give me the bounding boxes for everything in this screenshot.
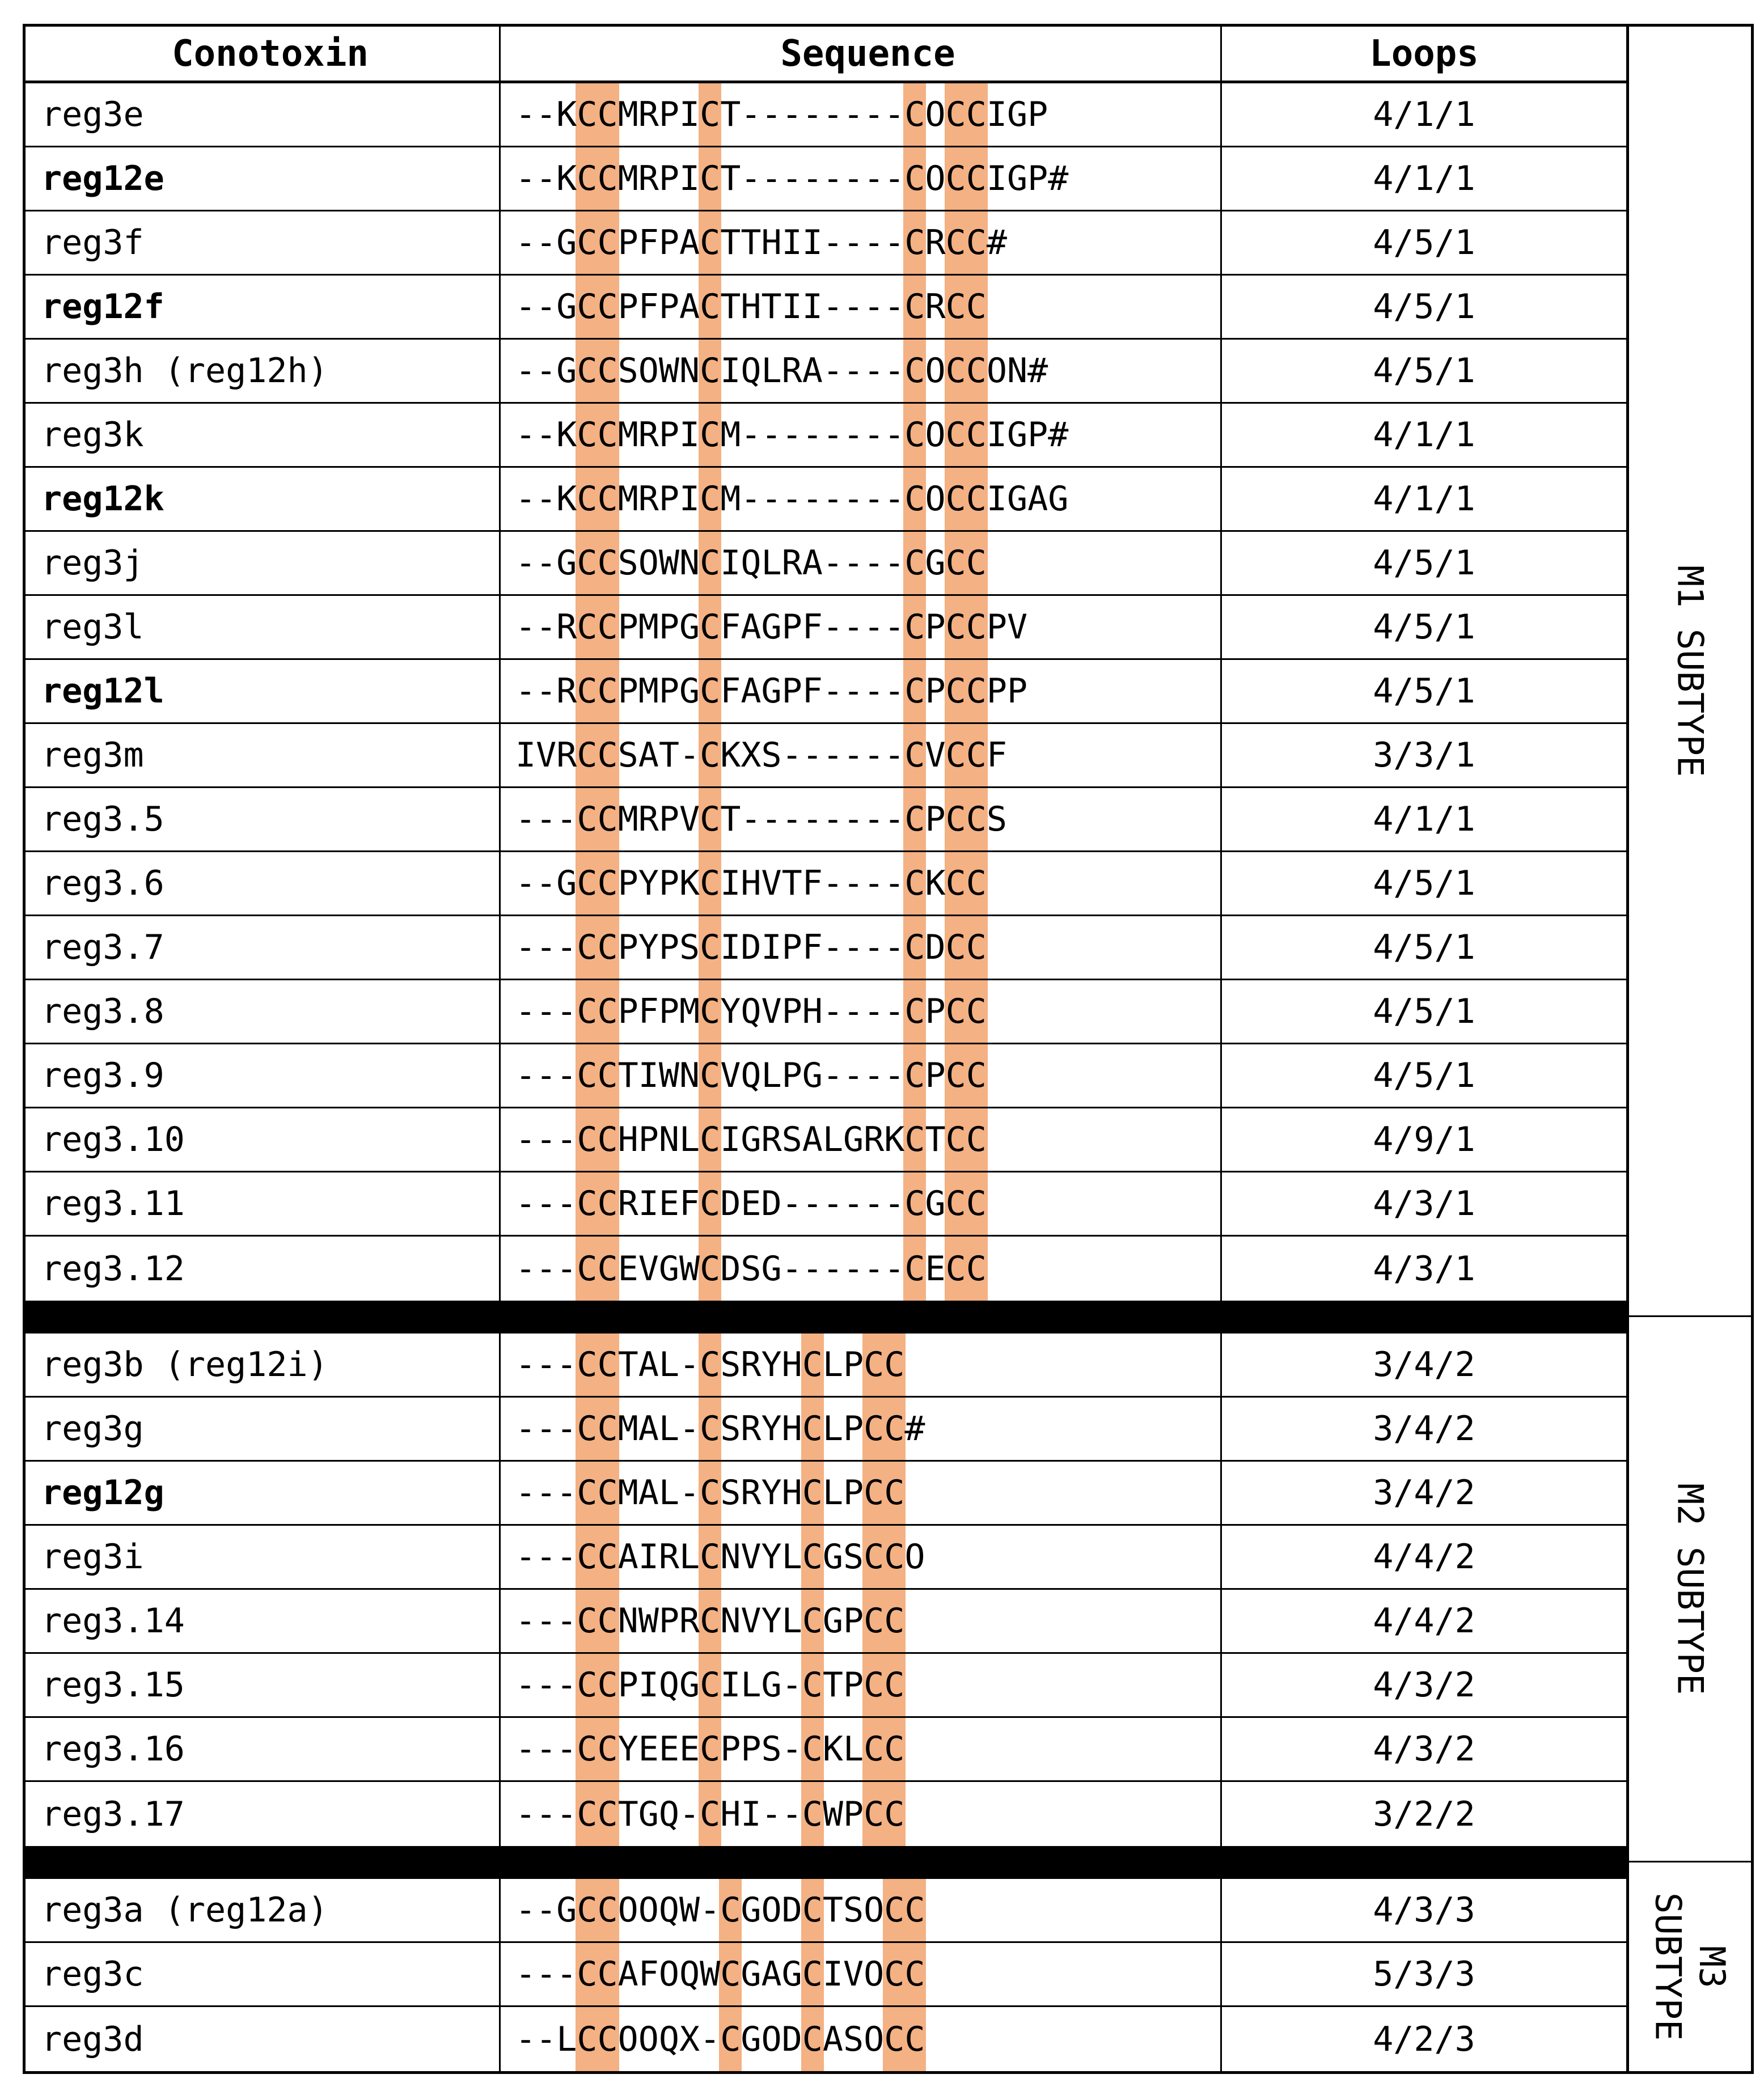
group-separator-bar bbox=[26, 1301, 1626, 1334]
table-row bbox=[26, 1172, 1626, 1237]
table-row bbox=[26, 211, 1626, 276]
table-row bbox=[26, 1398, 1626, 1462]
loops-value: 4/3/1 bbox=[1373, 1184, 1475, 1224]
subtype-label: M3 SUBTYPE bbox=[1647, 1893, 1733, 2041]
conotoxin-name: reg12l bbox=[26, 660, 501, 722]
table-row bbox=[26, 1943, 1626, 2007]
loops-value: 4/3/2 bbox=[1373, 1729, 1475, 1769]
sequence-text: ---CCNWPRCNVYLCGPCC bbox=[501, 1590, 1222, 1652]
loops-value: 4/3/1 bbox=[1373, 1248, 1475, 1289]
table-row bbox=[26, 276, 1626, 340]
loops-value: 4/1/1 bbox=[1373, 415, 1475, 455]
conotoxin-name: reg3a (reg12a) bbox=[26, 1879, 501, 1941]
sequence-text: --GCCPFPACTHTII----CRCC bbox=[501, 276, 1222, 338]
sequence-text: IVRCCSAT-CKXS------CVCCF bbox=[501, 724, 1222, 786]
table-row bbox=[26, 147, 1626, 211]
conotoxin-name: reg3.6 bbox=[26, 852, 501, 915]
sequence-text: ---CCPYPSCIDIPF----CDCC bbox=[501, 916, 1222, 979]
sequence-text: ---CCEVGWCDSG------CECC bbox=[501, 1237, 1222, 1301]
sequence-text: --GCCPYPKCIHVTF----CKCC bbox=[501, 852, 1222, 915]
conotoxin-name: reg12g bbox=[26, 1462, 501, 1524]
loops-value: 4/3/3 bbox=[1373, 1890, 1475, 1930]
sequence-text: --KCCMRPICT--------COCCIGP bbox=[501, 83, 1222, 146]
subtype-section bbox=[1629, 27, 1751, 1317]
subtype-group bbox=[26, 83, 1626, 1301]
conotoxin-name: reg3.8 bbox=[26, 980, 501, 1043]
table-row bbox=[26, 532, 1626, 596]
loops-value: 3/4/2 bbox=[1373, 1473, 1475, 1513]
loops-value: 4/5/1 bbox=[1373, 287, 1475, 327]
sequence-text: ---CCMRPVCT--------CPCCS bbox=[501, 788, 1222, 850]
loops-value: 4/1/1 bbox=[1373, 799, 1475, 839]
table-row bbox=[26, 468, 1626, 532]
table-row bbox=[26, 788, 1626, 852]
sequence-text: ---CCMAL-CSRYHCLPCC# bbox=[501, 1398, 1222, 1460]
loops-value: 4/4/2 bbox=[1373, 1601, 1475, 1641]
table-row bbox=[26, 1237, 1626, 1301]
table-row bbox=[26, 852, 1626, 916]
sequence-text: --GCCSOWNCIQLRA----CGCC bbox=[501, 532, 1222, 594]
conotoxin-name: reg3.14 bbox=[26, 1590, 501, 1652]
conotoxin-name: reg3.16 bbox=[26, 1718, 501, 1780]
sequence-text: ---CCTIWNCVQLPG----CPCC bbox=[501, 1044, 1222, 1107]
conotoxin-name: reg3.5 bbox=[26, 788, 501, 850]
loops-value: 3/4/2 bbox=[1373, 1409, 1475, 1449]
conotoxin-name: reg12e bbox=[26, 147, 501, 210]
sequence-text: --KCCMRPICM--------COCCIGAG bbox=[501, 468, 1222, 530]
conotoxin-name: reg12f bbox=[26, 276, 501, 338]
loops-value: 4/3/2 bbox=[1373, 1665, 1475, 1705]
loops-value: 4/2/3 bbox=[1373, 2019, 1475, 2059]
sequence-text: --KCCMRPICM--------COCCIGP# bbox=[501, 404, 1222, 466]
table-row bbox=[26, 980, 1626, 1044]
subtype-section bbox=[1629, 1317, 1751, 1862]
conotoxin-name: reg3.10 bbox=[26, 1108, 501, 1171]
group-rows bbox=[26, 1879, 1626, 2071]
table-row bbox=[26, 1044, 1626, 1108]
loops-value: 4/1/1 bbox=[1373, 479, 1475, 519]
sequence-text: ---CCYEEECPPS-CKLCC bbox=[501, 1718, 1222, 1780]
conotoxin-name: reg3m bbox=[26, 724, 501, 786]
loops-value: 4/5/1 bbox=[1373, 928, 1475, 967]
conotoxin-name: reg3h (reg12h) bbox=[26, 340, 501, 402]
header-conotoxin: Conotoxin bbox=[26, 27, 501, 81]
subtype-group bbox=[26, 1334, 1626, 1846]
conotoxin-name: reg3c bbox=[26, 1943, 501, 2005]
sequence-text: --KCCMRPICT--------COCCIGP# bbox=[501, 147, 1222, 210]
loops-value: 4/5/1 bbox=[1373, 543, 1475, 583]
sequence-text: ---CCAFOQWCGAGCIVOCC bbox=[501, 1943, 1222, 2005]
sequence-text: --LCCOOQX-CGODCASOCC bbox=[501, 2007, 1222, 2071]
group-rows bbox=[26, 83, 1626, 1301]
conotoxin-name: reg3k bbox=[26, 404, 501, 466]
group-separator-bar bbox=[26, 1846, 1626, 1879]
conotoxin-name: reg3d bbox=[26, 2007, 501, 2071]
conotoxin-name: reg3f bbox=[26, 211, 501, 274]
loops-value: 4/4/2 bbox=[1373, 1537, 1475, 1577]
sequence-text: --GCCOOQW-CGODCTSOCC bbox=[501, 1879, 1222, 1941]
conotoxin-name: reg3.7 bbox=[26, 916, 501, 979]
loops-value: 4/9/1 bbox=[1373, 1120, 1475, 1159]
sequence-text: ---CCHPNLCIGRSALGRKCTCC bbox=[501, 1108, 1222, 1171]
conotoxin-name: reg3e bbox=[26, 83, 501, 146]
table-row bbox=[26, 1334, 1626, 1398]
sequence-text: ---CCTAL-CSRYHCLPCC bbox=[501, 1334, 1222, 1396]
loops-value: 4/5/1 bbox=[1373, 223, 1475, 263]
table-row bbox=[26, 340, 1626, 404]
loops-value: 4/5/1 bbox=[1373, 992, 1475, 1031]
loops-value: 4/1/1 bbox=[1373, 95, 1475, 134]
sequence-text: ---CCRIEFCDED------CGCC bbox=[501, 1172, 1222, 1235]
table-row bbox=[26, 660, 1626, 724]
table-row bbox=[26, 1782, 1626, 1846]
table-header-row bbox=[26, 27, 1626, 83]
sequence-text: --RCCPMPGCFAGPF----CPCCPP bbox=[501, 660, 1222, 722]
table-row bbox=[26, 1526, 1626, 1590]
subtype-label: M2 SUBTYPE bbox=[1669, 1483, 1711, 1695]
table-row bbox=[26, 1462, 1626, 1526]
loops-value: 5/3/3 bbox=[1373, 1954, 1475, 1994]
loops-value: 4/5/1 bbox=[1373, 671, 1475, 711]
conotoxin-name: reg3i bbox=[26, 1526, 501, 1588]
loops-value: 4/5/1 bbox=[1373, 863, 1475, 903]
conotoxin-name: reg3.11 bbox=[26, 1172, 501, 1235]
conotoxin-name: reg3.15 bbox=[26, 1654, 501, 1716]
conotoxin-name: reg3.17 bbox=[26, 1782, 501, 1846]
conotoxin-name: reg3.9 bbox=[26, 1044, 501, 1107]
sequence-text: ---CCAIRLCNVYLCGSCCO bbox=[501, 1526, 1222, 1588]
subtype-section bbox=[1629, 1862, 1751, 2071]
table-body bbox=[26, 83, 1626, 2071]
sequence-text: --RCCPMPGCFAGPF----CPCCPV bbox=[501, 596, 1222, 658]
loops-value: 4/1/1 bbox=[1373, 159, 1475, 198]
loops-value: 4/5/1 bbox=[1373, 607, 1475, 647]
loops-value: 4/5/1 bbox=[1373, 1056, 1475, 1095]
table-row bbox=[26, 1879, 1626, 1943]
sequence-text: --GCCPFPACTTHII----CRCC# bbox=[501, 211, 1222, 274]
conotoxin-name: reg3g bbox=[26, 1398, 501, 1460]
loops-value: 3/4/2 bbox=[1373, 1345, 1475, 1385]
conotoxin-name: reg12k bbox=[26, 468, 501, 530]
conotoxin-name: reg3j bbox=[26, 532, 501, 594]
main-table bbox=[23, 24, 1629, 2074]
conotoxin-name: reg3.12 bbox=[26, 1237, 501, 1301]
sequence-text: --GCCSOWNCIQLRA----COCCON# bbox=[501, 340, 1222, 402]
subtype-label: M1 SUBTYPE bbox=[1669, 565, 1711, 777]
subtype-column bbox=[1629, 24, 1754, 2074]
group-rows bbox=[26, 1334, 1626, 1846]
table-row bbox=[26, 724, 1626, 788]
table-row bbox=[26, 83, 1626, 147]
sequence-text: ---CCPFPMCYQVPH----CPCC bbox=[501, 980, 1222, 1043]
loops-value: 4/5/1 bbox=[1373, 351, 1475, 391]
sequence-text: ---CCPIQGCILG-CTPCC bbox=[501, 1654, 1222, 1716]
subtype-group bbox=[26, 1879, 1626, 2071]
conotoxin-name: reg3b (reg12i) bbox=[26, 1334, 501, 1396]
table-row bbox=[26, 596, 1626, 660]
header-sequence: Sequence bbox=[501, 27, 1222, 81]
conotoxin-name: reg3l bbox=[26, 596, 501, 658]
sequence-text: ---CCTGQ-CHI--CWPCC bbox=[501, 1782, 1222, 1846]
sequence-text: ---CCMAL-CSRYHCLPCC bbox=[501, 1462, 1222, 1524]
table-row bbox=[26, 1590, 1626, 1654]
table-row bbox=[26, 916, 1626, 980]
table-row bbox=[26, 2007, 1626, 2071]
loops-value: 3/2/2 bbox=[1373, 1794, 1475, 1834]
table-row bbox=[26, 1718, 1626, 1782]
table-row bbox=[26, 404, 1626, 468]
header-loops: Loops bbox=[1369, 32, 1479, 75]
table-row bbox=[26, 1108, 1626, 1172]
loops-value: 3/3/1 bbox=[1373, 735, 1475, 775]
table-row bbox=[26, 1654, 1626, 1718]
